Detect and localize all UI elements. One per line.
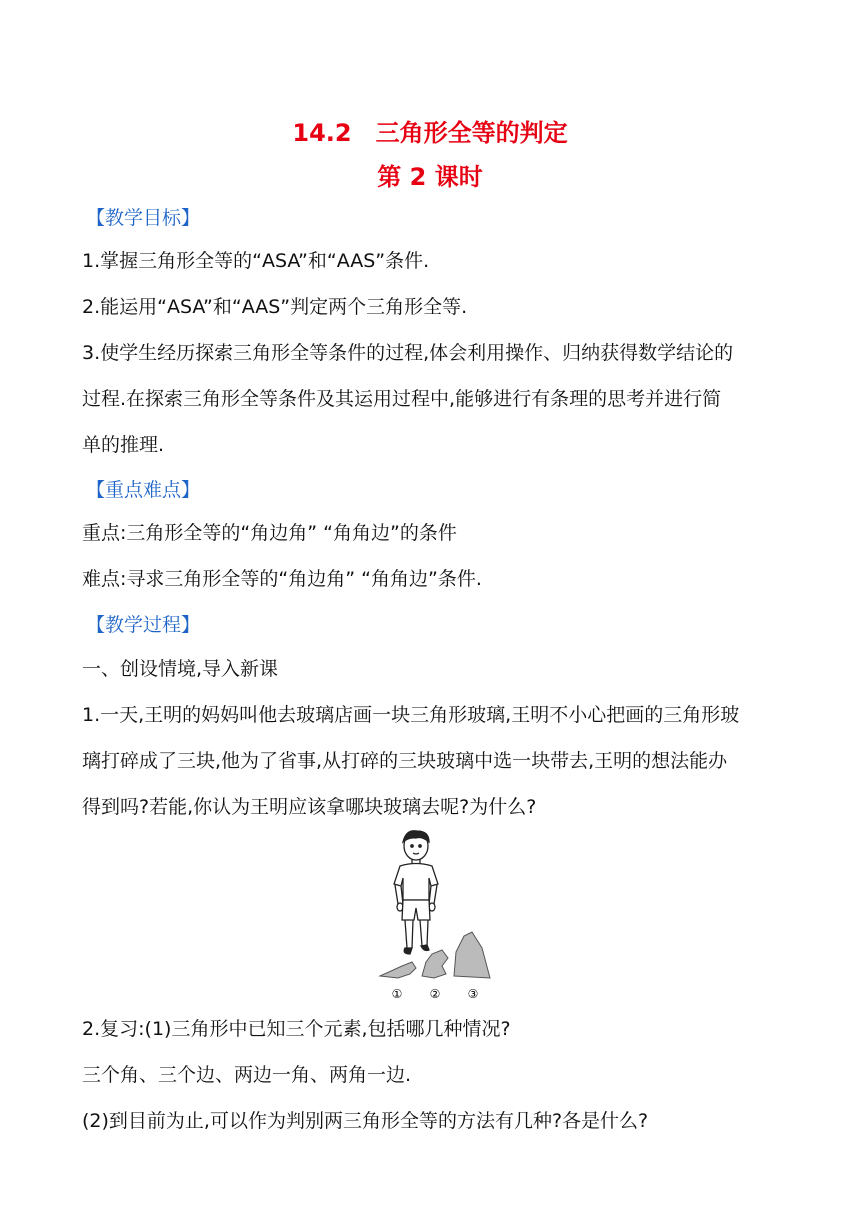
piece-label-2: ② bbox=[429, 987, 441, 1001]
glass-piece-1 bbox=[380, 962, 416, 978]
goal-3-line-3: 单的推理. bbox=[82, 434, 165, 456]
goal-3-line-2: 过程.在探索三角形全等条件及其运用过程中,能够进行有条理的思考并进行简 bbox=[82, 388, 722, 410]
section-heading-goals: 【教学目标】 bbox=[86, 207, 201, 229]
question-3: (2)到目前为止,可以作为判别两三角形全等的方法有几种?各是什么? bbox=[82, 1110, 649, 1132]
goal-2: 2.能运用“ASA”和“AAS”判定两个三角形全等. bbox=[82, 296, 468, 318]
page-title: 14.2 三角形全等的判定 bbox=[292, 119, 568, 147]
glass-piece-2 bbox=[422, 950, 448, 978]
question-1-line-1: 1.一天,王明的妈妈叫他去玻璃店画一块三角形玻璃,王明不小心把画的三角形玻 bbox=[82, 704, 740, 726]
page-subtitle: 第 2 课时 bbox=[377, 163, 483, 191]
glass-piece-3 bbox=[454, 932, 490, 978]
goal-3-line-1: 3.使学生经历探索三角形全等条件的过程,体会利用操作、归纳获得数学结论的 bbox=[82, 342, 734, 364]
question-1-line-2: 璃打碎成了三块,他为了省事,从打碎的三块玻璃中选一块带去,王明的想法能办 bbox=[82, 750, 728, 772]
key-focus: 重点:三角形全等的“角边角” “角角边”的条件 bbox=[82, 522, 457, 544]
answer-2: 三个角、三个边、两边一角、两角一边. bbox=[82, 1064, 412, 1086]
boy-illustration bbox=[394, 831, 438, 954]
boy-broken-glass-figure bbox=[372, 828, 502, 1003]
section-heading-process: 【教学过程】 bbox=[86, 614, 201, 636]
key-difficulty: 难点:寻求三角形全等的“角边角” “角角边”条件. bbox=[82, 568, 482, 590]
process-heading-1: 一、创设情境,导入新课 bbox=[82, 658, 279, 680]
goal-1: 1.掌握三角形全等的“ASA”和“AAS”条件. bbox=[82, 250, 430, 272]
question-1-line-3: 得到吗?若能,你认为王明应该拿哪块玻璃去呢?为什么? bbox=[82, 796, 537, 818]
piece-label-3: ③ bbox=[467, 987, 479, 1001]
section-heading-key: 【重点难点】 bbox=[86, 479, 201, 501]
question-2: 2.复习:(1)三角形中已知三个元素,包括哪几种情况? bbox=[82, 1018, 511, 1040]
piece-label-1: ① bbox=[391, 987, 403, 1001]
